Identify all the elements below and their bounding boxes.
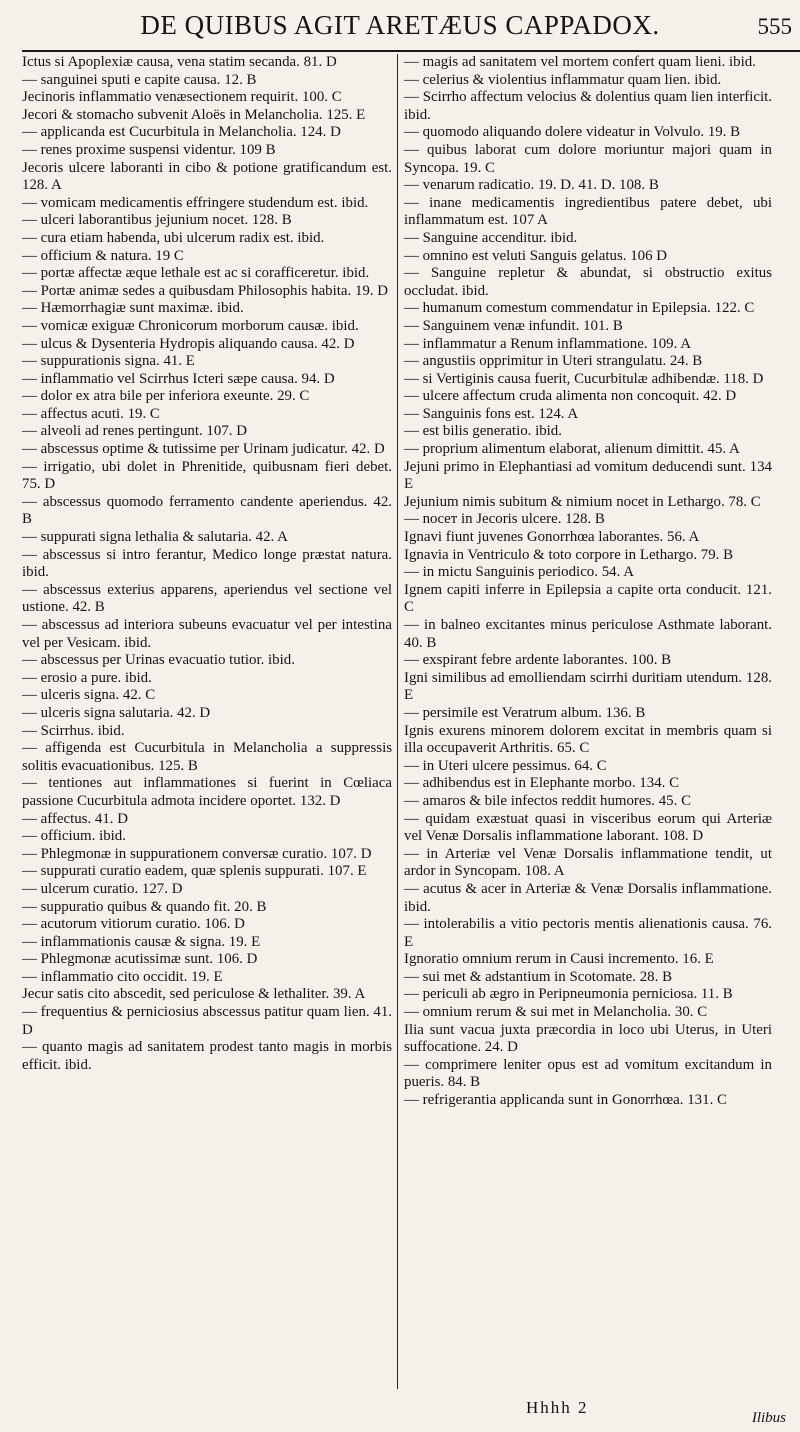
index-entry: — affectus. 41. D xyxy=(22,810,129,827)
index-entry: — si Vertiginis causa fuerit, Cucurbitulæ adhibendæ. 118. D xyxy=(404,370,764,387)
index-entry: — cura etiam habenda, ubi ulcerum radix est. ibid. xyxy=(22,229,325,246)
index-entry: Ictus si Apoplexiæ causa, vena statim secanda. 81. D xyxy=(22,54,337,70)
index-entry: Jecori & stomacho subvenit Aloës in Melancholia. 125. E xyxy=(22,106,366,123)
index-entry: — est bilis generatio. ibid. xyxy=(404,423,562,440)
index-entry: Igni similibus ad emolliendam scirrhi duritiam utendum. 128. E xyxy=(404,669,772,704)
index-entry: Jejunium nimis subitum & nimium nocet in Lethargo. 78. C xyxy=(404,493,761,510)
index-entry: — tentiones aut inflammationes si fuerint in Cœliaca passione Cucurbitula admota incidere oportet. 132. D xyxy=(22,775,392,809)
index-entry: Ilia sunt vacua juxta præcordia in loco ubi Uterus, in Uteri suffocatione. 24. D xyxy=(404,1021,772,1056)
index-entry: Ignavia in Ventriculo & toto corpore in Lethargo. 79. B xyxy=(404,546,734,563)
page-footer xyxy=(0,1398,800,1428)
index-entry: — suppuratio quibus & quando fit. 20. B xyxy=(22,898,267,915)
index-entry: — quomodo aliquando dolere videatur in Volvulo. 19. B xyxy=(404,124,741,141)
index-entry: — quidam exæstuat quasi in visceribus eorum qui Arteriæ vel Venæ Dorsalis inflammatione laborant. 108. D xyxy=(404,810,772,845)
index-entry: — acutorum vitiorum curatio. 106. D xyxy=(22,916,245,933)
index-entry: — Phlegmonæ acutissimæ sunt. 106. D xyxy=(22,951,258,968)
index-entry: — angustiis opprimitur in Uteri strangulatu. 24. B xyxy=(404,353,703,370)
index-entry: — abscessus quomodo ferramento candente aperiendus. 42. B xyxy=(22,493,392,528)
index-entry: — in Uteri ulcere pessimus. 64. C xyxy=(404,757,607,774)
index-entry: — renes proxime suspensi videntur. 109 B xyxy=(22,141,276,158)
index-entry: — magis ad sanitatem vel mortem confert quam lieni. ibid. xyxy=(404,54,756,70)
index-entry: — officium. ibid. xyxy=(22,828,126,845)
index-entry: — Sanguinis fons est. 124. A xyxy=(404,405,579,422)
index-entry: — humanum comestum commendatur in Epilepsia. 122. C xyxy=(404,300,755,317)
index-entry: — suppurati signa lethalia & salutaria. 42. A xyxy=(22,529,288,546)
index-entry: — affectus acuti. 19. C xyxy=(22,405,160,422)
index-entry: — comprimere leniter opus est ad vomitum excitandum in pueris. 84. B xyxy=(404,1056,772,1091)
index-entry: — sui met & adstantium in Scotomate. 28. B xyxy=(404,968,673,985)
index-entry: — ulceri laborantibus jejunium nocet. 128. B xyxy=(22,212,292,229)
index-entry: — noceт in Jecoris ulcere. 128. B xyxy=(404,511,605,528)
index-entry: — affigenda est Cucurbitula in Melancholia a suppressis solitis evacuationibus. 125. B xyxy=(22,740,392,774)
running-title: DE QUIBUS AGIT ARETÆUS CAPPADOX. xyxy=(140,10,660,40)
catchword: Ilibus xyxy=(751,1410,786,1426)
signature-mark: Hhhh 2 xyxy=(526,1398,589,1417)
index-entry: — Scirrho affectum velocius & dolentius quam lien interficit. ibid. xyxy=(404,89,772,123)
index-entry: Jejuni primo in Elephantiasi ad vomitum deducendi sunt. 134 E xyxy=(404,458,772,493)
index-entry: — venarum radicatio. 19. D. 41. D. 108. B xyxy=(404,177,659,194)
index-entry: — celerius & violentius inflammatur quam lien. ibid. xyxy=(404,71,722,88)
index-entry: — ulceris signa. 42. C xyxy=(22,687,156,704)
index-entry: — amaros & bile infectos reddit humores. 45. C xyxy=(404,792,692,809)
index-entry: — omnino est veluti Sanguis gelatus. 106 D xyxy=(404,247,668,264)
index-entry: — intolerabilis a vitio pectoris mentis alienationis causa. 76. E xyxy=(404,916,772,950)
index-entry: — Sanguinem venæ infundit. 101. B xyxy=(404,317,623,334)
header-rule xyxy=(22,50,800,52)
index-entry: — ulcere affectum cruda alimenta non concoquit. 42. D xyxy=(404,388,737,405)
index-entry: — refrigerantia applicanda sunt in Gonorrhœa. 131. C xyxy=(404,1092,727,1109)
index-entry: — abscessus exterius apparens, aperiendus vel sectione vel ustione. 42. B xyxy=(22,581,392,616)
index-entry: — applicanda est Cucurbitula in Melancholia. 124. D xyxy=(22,124,341,141)
index-column-left xyxy=(22,54,392,1074)
index-entry: — erosio a pure. ibid. xyxy=(22,669,152,686)
index-entry: Ignoratio omnium rerum in Causi incremento. 16. E xyxy=(404,951,714,968)
index-entry: — quibus laborat cum dolore moriuntur majori quam in Syncopa. 19. C xyxy=(404,141,772,176)
index-entry: Ignavi fiunt juvenes Gonorrhœa laborantes. 56. A xyxy=(404,529,700,546)
index-entry: Jecoris ulcere laboranti in cibo & potione gratificandum est. 128. A xyxy=(22,159,392,194)
index-entry: — sanguinei sputi e capite causa. 12. B xyxy=(22,71,257,88)
index-entry: — Scirrhus. ibid. xyxy=(22,722,125,739)
index-entry: — vomicæ exiguæ Chronicorum morborum causæ. ibid. xyxy=(22,317,359,334)
index-entry: — persimile est Veratrum album. 136. B xyxy=(404,704,646,721)
index-entry: — suppurati curatio eadem, quæ splenis suppurati. 107. E xyxy=(22,863,367,880)
index-entry: Ignis exurens minorem dolorem excitat in membris quam si illa occupaverit Arthritis. 65. C xyxy=(404,722,772,757)
index-entry: Jecinoris inflammatio venæsectionem requirit. 100. C xyxy=(22,89,342,106)
index-entry: — inflammatio vel Scirrhus Icteri sæpe causa. 94. D xyxy=(22,370,335,387)
index-entry: — quanto magis ad sanitatem prodest tanto magis in morbis efficit. ibid. xyxy=(22,1039,392,1073)
index-entry: — Portæ animæ sedes a quibusdam Philosophis habita. 19. D xyxy=(22,282,389,299)
index-entry: — officium & natura. 19 C xyxy=(22,247,184,264)
index-entry: — in balneo excitantes minus periculose Asthmate laborant. 40. B xyxy=(404,617,772,651)
index-entry: — Sanguine repletur & abundat, si obstructio exitus occludat. ibid. xyxy=(404,265,772,299)
index-entry: — suppurationis signa. 41. E xyxy=(22,353,195,370)
index-entry: — ulceris signa salutaria. 42. D xyxy=(22,704,211,721)
index-entry: — abscessus ad interiora subeuns evacuatur vel per intestina vel per Vesicam. ibid. xyxy=(22,617,392,651)
index-entry: — Sanguine accenditur. ibid. xyxy=(404,229,578,246)
index-entry: — vomicam medicamentis effringere studendum est. ibid. xyxy=(22,194,369,211)
index-entry: Jecur satis cito abscedit, sed periculose & lethaliter. 39. A xyxy=(22,986,366,1003)
index-entry: — alveoli ad renes pertingunt. 107. D xyxy=(22,423,247,440)
index-entry: — portæ affectæ æque lethale est ac si corafficeretur. ibid. xyxy=(22,265,370,282)
index-entry: Ignem capiti inferre in Epilepsia a capite orta conducit. 121. C xyxy=(404,581,772,616)
index-entry: — omnium rerum & sui met in Melancholia. 30. C xyxy=(404,1004,708,1021)
index-entry: — abscessus si intro ferantur, Medico longe præstat natura. ibid. xyxy=(22,546,392,581)
index-entry: — exspirant febre ardente laborantes. 100. B xyxy=(404,652,672,669)
index-entry: — proprium alimentum elaborat, alienum dimittit. 45. A xyxy=(404,441,740,458)
index-entry: — inflammationis causæ & signa. 19. E xyxy=(22,933,261,950)
index-entry: — periculi ab ægro in Peripneumonia perniciosa. 11. B xyxy=(404,986,733,1003)
index-entry: — in Arteriæ vel Venæ Dorsalis inflammatione tendit, ut ardor in Syncopam. 108. A xyxy=(404,845,772,880)
index-column-right xyxy=(404,54,772,1110)
index-entry: — dolor ex atra bile per inferiora exeunte. 29. C xyxy=(22,388,310,405)
index-entry: — ulcus & Dysenteria Hydropis aliquando causa. 42. D xyxy=(22,335,355,352)
index-entry: — irrigatio, ubi dolet in Phrenitide, quibusnam fieri debet. 75. D xyxy=(22,458,392,493)
index-entry: — in mictu Sanguinis periodico. 54. A xyxy=(404,564,634,581)
index-entry: — frequentius & perniciosius abscessus patitur quam lien. 41. D xyxy=(22,1004,392,1038)
page-number: 555 xyxy=(757,14,792,39)
index-entry: — acutus & acer in Arteriæ & Venæ Dorsalis inflammatione. ibid. xyxy=(404,880,772,915)
index-entry: — adhibendus est in Elephante morbo. 134. C xyxy=(404,775,680,792)
column-divider xyxy=(397,54,398,1389)
index-entry: — abscessus optime & tutissime per Urinam judicatur. 42. D xyxy=(22,441,385,458)
index-entry: — abscessus per Urinas evacuatio tutior. ibid. xyxy=(22,652,295,669)
index-entry: — ulcerum curatio. 127. D xyxy=(22,880,183,897)
index-entry: — Hæmorrhagiæ sunt maximæ. ibid. xyxy=(22,300,244,317)
index-entry: — Phlegmonæ in suppurationem conversæ curatio. 107. D xyxy=(22,845,372,862)
index-entry: — inflammatur a Renum inflammatione. 109. A xyxy=(404,335,692,352)
index-entry: — inflammatio cito occidit. 19. E xyxy=(22,968,223,985)
index-entry: — inane medicamentis ingredientibus patere debet, ubi inflammatum est. 107 A xyxy=(404,194,772,229)
